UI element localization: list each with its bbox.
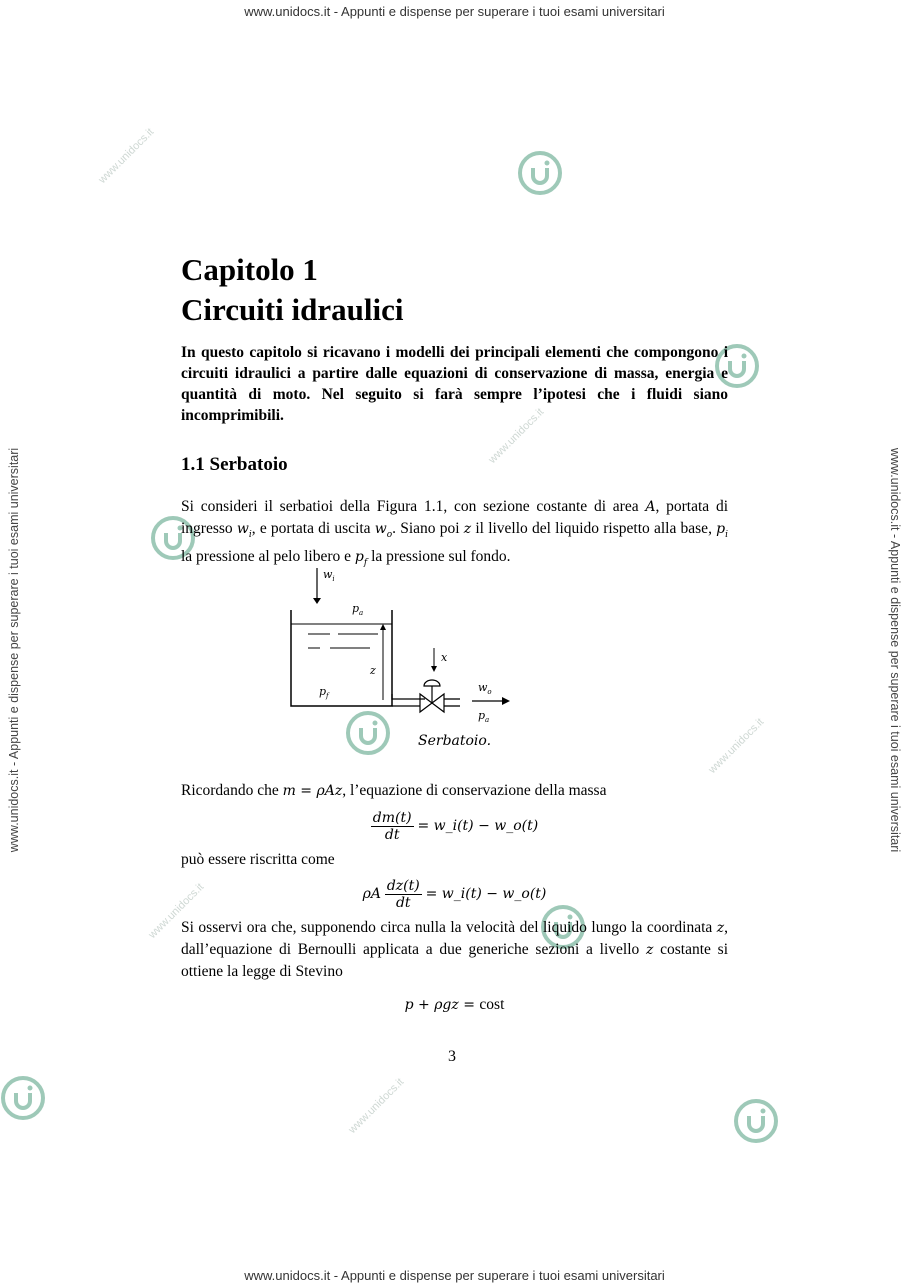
label-pa-out: $p_a$ bbox=[478, 709, 490, 724]
equation-mass bbox=[181, 810, 728, 843]
label-pf: $p_f$ bbox=[319, 685, 329, 700]
watermark-footer: www.unidocs.it - Appunti e dispense per superare i tuoi esami universitari bbox=[244, 1268, 665, 1283]
math-var: A bbox=[645, 499, 656, 515]
inline-math: m = ρAz bbox=[282, 782, 343, 799]
text: , e portata di uscita bbox=[251, 520, 375, 537]
watermark-diagonal: www.unidocs.it bbox=[146, 881, 207, 941]
math-var: z bbox=[646, 941, 654, 958]
watermark-right-side: www.unidocs.it - Appunti e dispense per superare i tuoi esami universitari bbox=[888, 447, 902, 853]
label-wi: $w_i$ bbox=[323, 568, 335, 583]
watermark-diagonal: www.unidocs.it bbox=[346, 1076, 407, 1136]
equation-rhs: = w_i(t) − w_o(t) bbox=[417, 817, 539, 834]
fraction: $\frac{dm(t)}{dt}$ bbox=[372, 809, 412, 843]
label-x: x bbox=[441, 651, 448, 664]
equation-level bbox=[181, 878, 728, 911]
math-var: z bbox=[716, 919, 725, 936]
text: . Siano poi bbox=[392, 520, 464, 537]
text: il livello del liquido rispetto alla base, bbox=[471, 520, 717, 537]
paragraph-rewrite: può essere riscritta come bbox=[181, 850, 335, 868]
figure-caption: Serbatoio. bbox=[418, 733, 492, 749]
label-wo: $w_o$ bbox=[478, 681, 492, 696]
equation-rhs: = w_i(t) − w_o(t) bbox=[425, 885, 547, 902]
watermark-header: www.unidocs.it - Appunti e dispense per superare i tuoi esami universitari bbox=[244, 4, 665, 19]
watermark-left-side: www.unidocs.it - Appunti e dispense per superare i tuoi esami universitari bbox=[7, 447, 21, 853]
math-var: $p_f$ bbox=[354, 548, 368, 568]
chapter-title: Circuiti idraulici bbox=[181, 292, 404, 327]
paragraph-bernoulli bbox=[181, 917, 728, 982]
text: costante si ottiene la legge di Stevino bbox=[181, 940, 728, 980]
section-title: Serbatoio bbox=[209, 454, 288, 475]
text: Ricordando che bbox=[181, 781, 283, 799]
math-var: $w_i$ bbox=[236, 521, 252, 540]
watermark-diagonal: www.unidocs.it bbox=[96, 126, 157, 186]
unidocs-logo-icon bbox=[733, 1098, 779, 1144]
text: la pressione al pelo libero e bbox=[181, 547, 355, 565]
text: , dall’equazione di Bernoulli applicata a due generiche sezioni a livello bbox=[181, 918, 728, 958]
unidocs-logo-icon bbox=[0, 1075, 46, 1121]
equation-prefix: ρA bbox=[362, 885, 381, 902]
chapter-number: Capitolo 1 bbox=[181, 252, 318, 287]
unidocs-logo-icon bbox=[517, 150, 563, 196]
equation-rhs: cost bbox=[479, 995, 505, 1013]
tank-diagram bbox=[280, 562, 520, 732]
text: la pressione sul fondo. bbox=[367, 547, 511, 565]
equation-stevino bbox=[181, 996, 728, 1014]
text: Si osservi ora che, supponendo circa nulla la velocità del liquido lungo la coordinata bbox=[181, 918, 717, 936]
math-var: z bbox=[463, 521, 472, 537]
label-z: z bbox=[370, 664, 376, 677]
watermark-diagonal: www.unidocs.it bbox=[706, 716, 767, 776]
equation-lhs: p + ρgz = bbox=[404, 996, 480, 1013]
text: Si consideri il serbatioi della Figura 1.1, con sezione costante di area bbox=[181, 498, 646, 515]
section-number: 1.1 bbox=[181, 454, 205, 475]
text: , portata di ingresso bbox=[181, 498, 728, 537]
watermark-diagonal: www.unidocs.it bbox=[486, 406, 547, 466]
chapter-heading bbox=[181, 250, 728, 330]
fraction: $\frac{dz(t)}{dt}$ bbox=[386, 877, 420, 911]
text: , l’equazione di conservazione della massa bbox=[342, 781, 607, 799]
paragraph-mass bbox=[181, 780, 728, 802]
label-pa-top: $p_a$ bbox=[352, 602, 364, 617]
chapter-abstract: In questo capitolo si ricavano i modelli dei principali elementi che compongono i circuiti idraulici a partire dalle equazioni di conservazione di massa, energia e quantità di moto. Nel seguito si farà sempre l’ipotesi che i fluidi siano incomprimibili. bbox=[181, 344, 728, 424]
math-var: $p_i$ bbox=[716, 521, 729, 540]
math-var: $w_o$ bbox=[374, 521, 393, 540]
valve-icon bbox=[420, 694, 432, 712]
section-heading bbox=[181, 454, 728, 476]
page-number: 3 bbox=[448, 1048, 456, 1065]
